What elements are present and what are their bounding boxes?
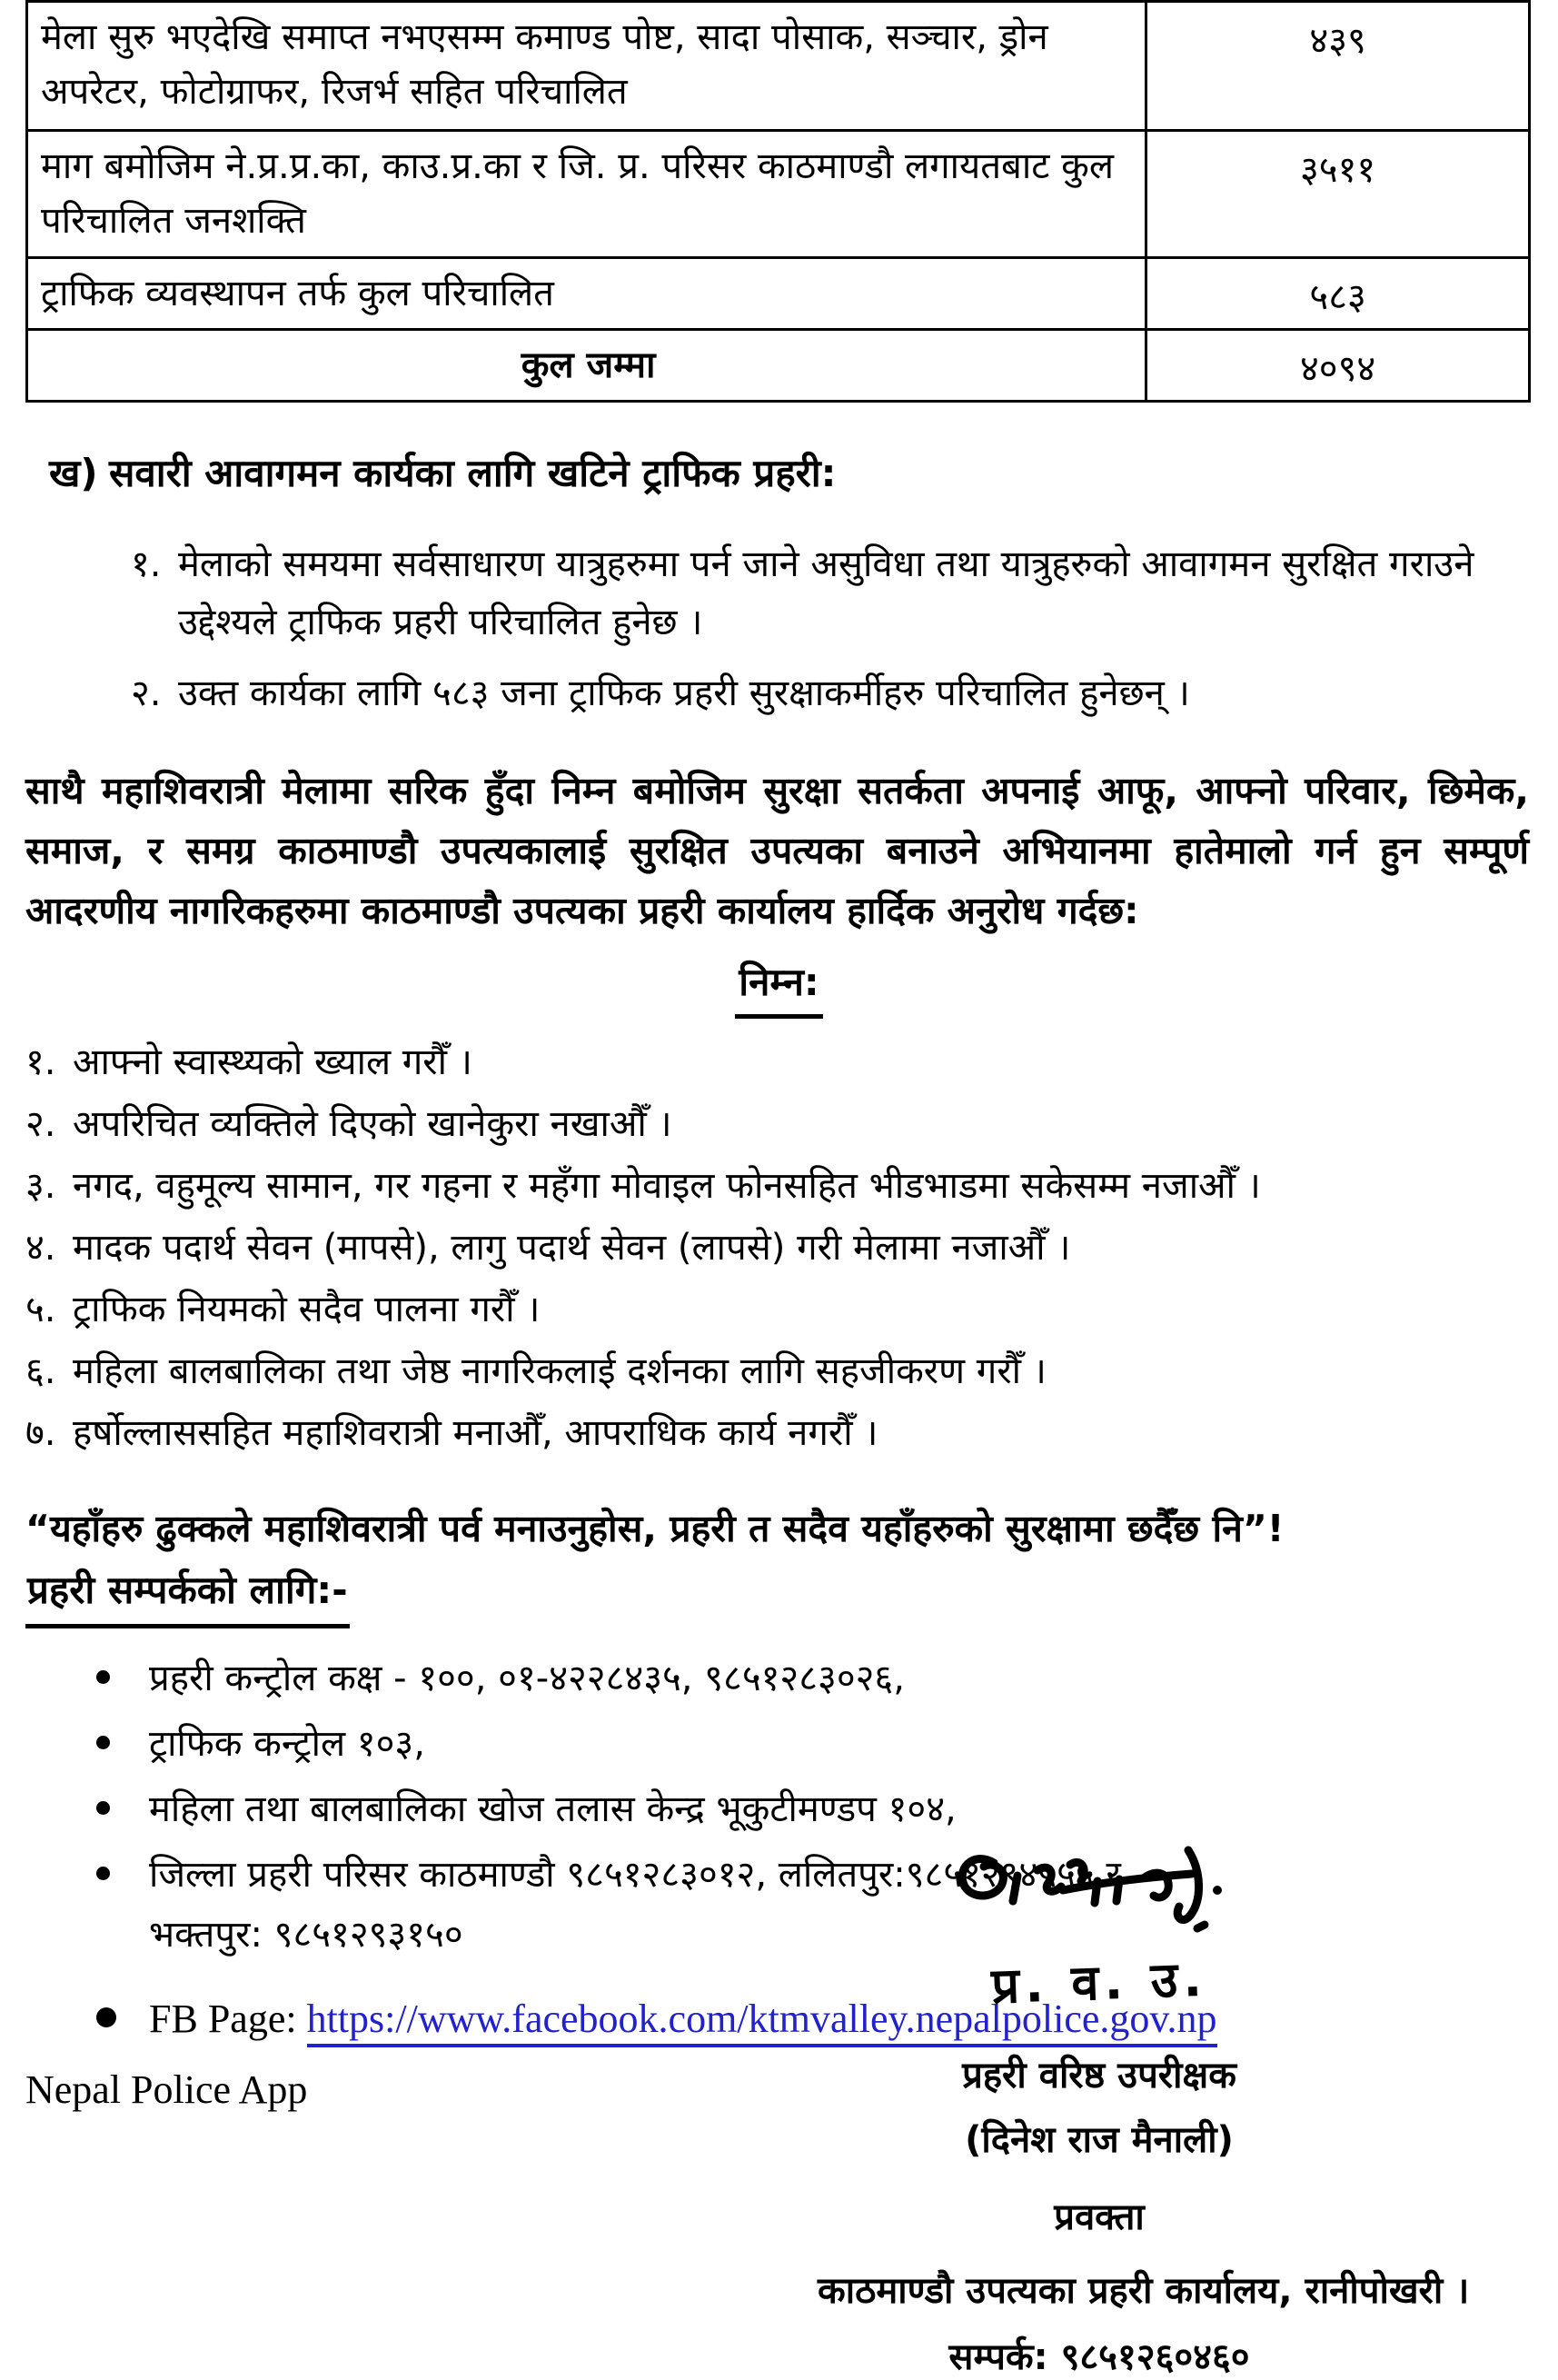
contact-item — [25, 1788, 1533, 1830]
signatory-name: (दिनेश राज मैनाली) — [965, 2119, 1234, 2161]
contact-text: प्रहरी कन्ट्रोल कक्ष - १००, ०१-४२२८४३५, ९८५१२८३०२६, — [149, 1658, 905, 1699]
item-number: २. — [131, 672, 162, 714]
list-item-text: महिला बालबालिका तथा जेष्ठ नागरिकलाई दर्शनका लागि सहजीकरण गरौँ । — [73, 1350, 1047, 1392]
list-item — [25, 1042, 1515, 1083]
signatory-contact: सम्पर्क: ९८५१२६०४६० — [948, 2336, 1250, 2378]
table-row — [27, 258, 1530, 330]
reassurance-quote: “यहाँहरु ढुक्कले महाशिवरात्री पर्व मनाउनुहोस, प्रहरी त सदैव यहाँहरुको सुरक्षामा छदैँछ नि”! — [25, 1507, 1285, 1550]
nimna-heading-wrap — [25, 955, 1533, 1019]
list-item-number: ५. — [25, 1289, 56, 1330]
list-item — [25, 1351, 1515, 1392]
kha-item — [131, 535, 1475, 652]
section-kha-heading — [25, 448, 1533, 499]
nepal-police-app-label: Nepal Police App — [25, 2067, 308, 2112]
fb-page-link[interactable]: https://www.facebook.com/ktmvalley.nepalpolice.gov.np — [307, 1997, 1217, 2047]
contact-item — [25, 1723, 1533, 1765]
table-cell-value: ४३९ — [1146, 2, 1530, 131]
kha-item — [131, 664, 1475, 722]
table-row — [27, 131, 1530, 258]
signature-abbreviation: प्र. व. उ. — [990, 1949, 1208, 2016]
list-item-number: ४. — [25, 1227, 56, 1269]
contact-text: महिला तथा बालबालिका खोज तलास केन्द्र भूकुटीमण्डप १०४, — [149, 1788, 957, 1830]
list-item-text: नगद, वहुमूल्य सामान, गर गहना र महँगा मोवाइल फोनसहित भीडभाडमा सकेसम्म नजाऔँ । — [73, 1165, 1261, 1207]
guidelines-list — [25, 1042, 1533, 1454]
list-item-number: १. — [25, 1041, 56, 1083]
nimna-heading: निम्न: — [735, 955, 822, 1019]
list-item — [25, 1228, 1515, 1269]
list-item — [25, 1290, 1515, 1330]
list-item-number: ७. — [25, 1412, 56, 1454]
bullet-icon — [96, 1788, 149, 1830]
list-item-text: हर्षोल्लाससहित महाशिवरात्री मनाऔँ, आपराधिक कार्य नगरौँ । — [73, 1412, 878, 1454]
contact-item — [25, 1658, 1533, 1699]
item-text: उक्त कार्यका लागि ५८३ जना ट्राफिक प्रहरी सुरक्षाकर्मीहरु परिचालित हुनेछन् । — [178, 672, 1190, 714]
table-row-total — [27, 330, 1530, 402]
section-marker: ख) — [49, 451, 98, 495]
table-cell-label: माग बमोजिम ने.प्र.प्र.का, काउ.प्र.का र जि. प्र. परिसर काठमाण्डौ लगायतबाट कुल परिचालित जनशक्ति — [27, 131, 1146, 258]
list-item — [25, 1104, 1515, 1145]
list-item-number: २. — [25, 1103, 56, 1145]
signatory-role: प्रवक्ता — [1054, 2196, 1145, 2238]
list-item-number: ६. — [25, 1350, 56, 1392]
list-item-text: मादक पदार्थ सेवन (मापसे), लागु पदार्थ सेवन (लापसे) गरी मेलामा नजाऔँ । — [73, 1227, 1071, 1269]
item-text: मेलाको समयमा सर्वसाधारण यात्रुहरुमा पर्न जाने असुविधा तथा यात्रुहरुको आवागमन सुरक्षित गराउने उद्देश्यले ट्राफिक प्रहरी परिचालित हुनेछ । — [178, 543, 1474, 643]
contact-heading: प्रहरी सम्पर्कको लागि:- — [25, 1563, 350, 1628]
table-cell-value: ३५११ — [1146, 131, 1530, 258]
table-cell-total-value: ४०९४ — [1146, 330, 1530, 402]
contact-text: ट्राफिक कन्ट्रोल १०३, — [149, 1723, 425, 1765]
table-cell-value: ५८३ — [1146, 258, 1530, 330]
bullet-icon — [96, 1854, 149, 1956]
list-item — [25, 1413, 1515, 1454]
bullet-icon — [96, 1658, 149, 1699]
deployment-table — [25, 0, 1531, 403]
signature-block — [818, 1843, 1470, 2380]
table-cell-label: ट्राफिक व्यवस्थापन तर्फ कुल परिचालित — [27, 258, 1146, 330]
contact-heading-wrap — [25, 1563, 1533, 1628]
signature-scribble-icon — [954, 1843, 1245, 1952]
signatory-office: काठमाण्डौ उपत्यका प्रहरी कार्यालय, रानीपोखरी । — [818, 2270, 1470, 2312]
list-item — [25, 1166, 1515, 1207]
section-heading-text: सवारी आवागमन कार्यका लागि खटिने ट्राफिक प्रहरी: — [109, 451, 837, 495]
list-item-text: आफ्नो स्वास्थ्यको ख्याल गरौँ । — [73, 1041, 472, 1083]
table-cell-total-label: कुल जम्मा — [27, 330, 1146, 402]
bullet-icon — [96, 1996, 149, 2043]
table-cell-label: मेला सुरु भएदेखि समाप्त नभएसम्म कमाण्ड पोष्ट, सादा पोसाक, सञ्चार, ड्रोन अपरेटर, फोटोग्राफर, रिजर्भ सहित परिचालित — [27, 2, 1146, 131]
list-item-text: अपरिचित व्यक्तिले दिएको खानेकुरा नखाऔँ । — [73, 1103, 672, 1145]
signatory-title: प्रहरी वरिष्ठ उपरीक्षक — [962, 2055, 1236, 2096]
bullet-icon — [96, 1723, 149, 1765]
item-number: १. — [131, 543, 162, 585]
fb-page-label: FB Page: — [149, 1997, 307, 2041]
list-item-number: ३. — [25, 1165, 56, 1207]
contact-text-line2: भक्तपुर: ९८५१२९३१५० — [149, 1914, 463, 1956]
contact-text-line1: जिल्ला प्रहरी परिसर काठमाण्डौ ९८५१२८३०१२, ललितपुर:९८५१२९४५५५ र — [149, 1854, 1121, 1896]
table-row — [27, 2, 1530, 131]
appeal-paragraph: साथै महाशिवरात्री मेलामा सरिक हुँदा निम्न बमोजिम सुरक्षा सतर्कता अपनाई आफू, आफ्नो परिवार, छिमेक, समाज, र समग्र काठमाण्डौ उपत्यकालाई सुरक्षित उपत्यका बनाउने अभियानमा हातेमालो गर्न हुन सम्पूर्ण आदरणीय नागरिकहरुमा काठमाण्डौ उपत्यका प्रहरी कार्यालय हार्दिक अनुरोध गर्दछ: — [25, 769, 1529, 932]
list-item-text: ट्राफिक नियमको सदैव पालना गरौँ । — [73, 1289, 541, 1330]
